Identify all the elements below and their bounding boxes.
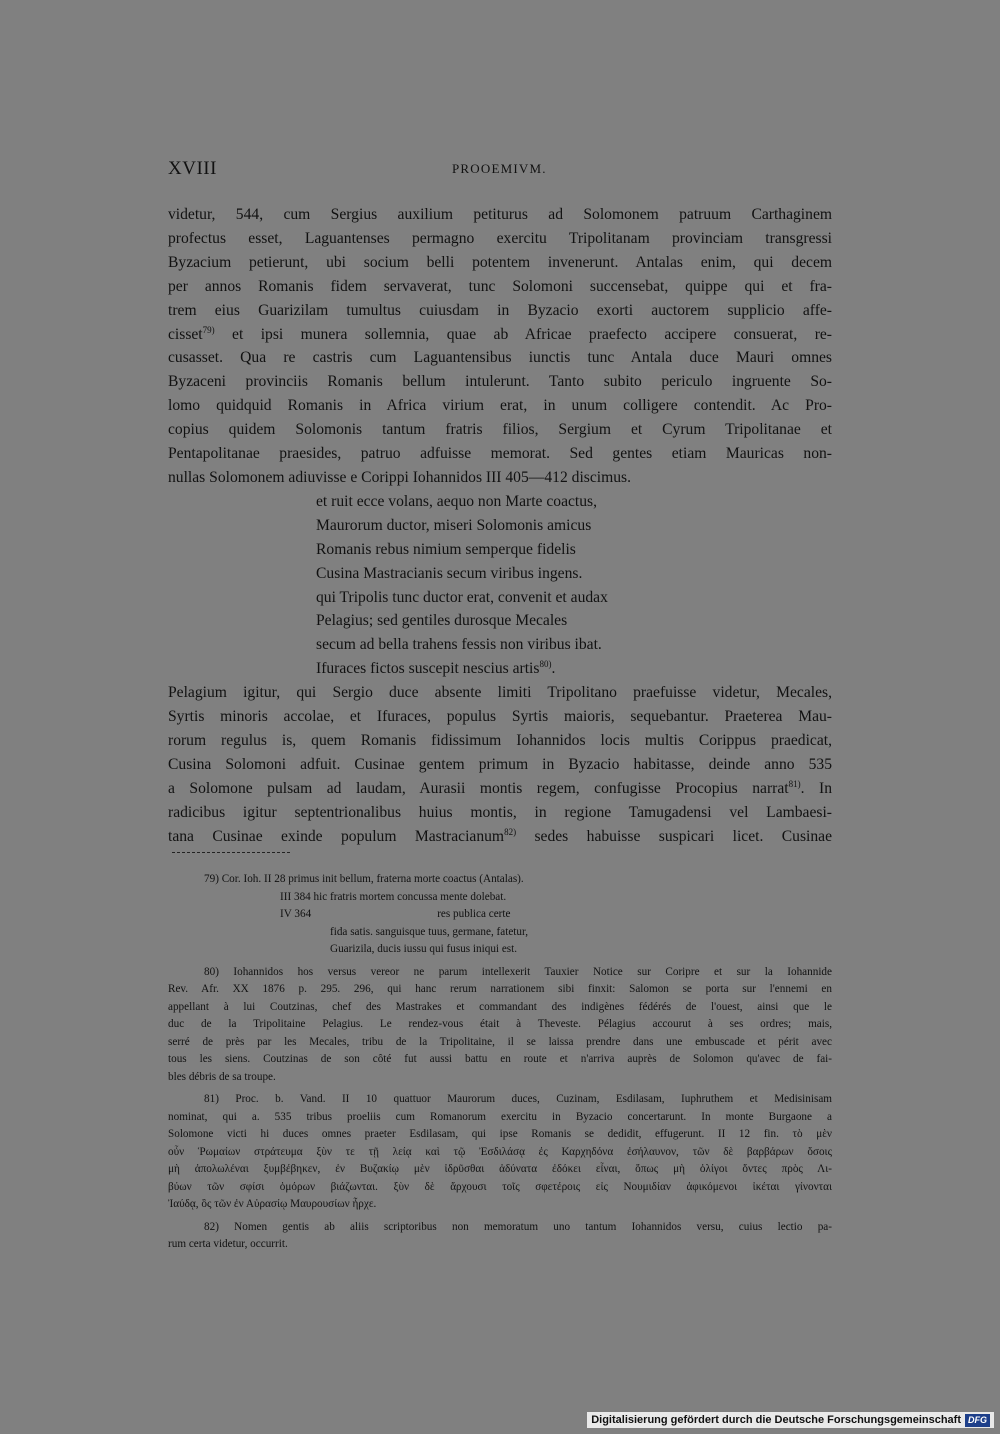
text-line: profectus esset, Laguantenses permagno exercitu Tripolitanam provinciam transgressi xyxy=(168,229,832,247)
footnote-divider xyxy=(172,852,290,854)
verse-line xyxy=(316,657,832,681)
verse-line: secum ad bella trahens fessis non viribus ibat. xyxy=(316,636,602,654)
text-line: lomo quidquid Romanis in Africa virium erat, in unum colligere contendit. Ac Pro- xyxy=(168,397,832,415)
footnote-line: οὖν Ῥωμαίων στράτευμα ξὺν τε τῇ λείᾳ καὶ τῷ Ἐσδιλάσᾳ ἐς Καρχηδόνα ἐσήλαυνον, τῶν δὲ βαρβάρων ὅσοις xyxy=(168,1145,832,1158)
footnote-line: Rev. Afr. XX 1876 p. 295. 296, qui hanc rerum narrationem sibi finxit: Salomon se porta sur l'ennemi en xyxy=(168,983,832,995)
verse-line: qui Tripolis tunc ductor erat, convenit et audax xyxy=(316,588,608,606)
text-line: Byzacium petierunt, ubi socium belli potentem invenerunt. Antalas enim, qui decem xyxy=(168,253,832,271)
text-fragment: IV 364 xyxy=(280,908,312,920)
footnote-line: III 384 hic fratris mortem concussa mente dolebat. xyxy=(280,890,507,903)
footnote-line: tous les siens. Coutzinas de son côté fut aussi battu en route et n'arriva auprès de Solomon qu'avec de fai- xyxy=(168,1053,832,1065)
text-fragment: et ipsi munera sollemnia, quae ab Africae praefecto accipere consuerat, re- xyxy=(214,325,832,343)
page-number: XVIII xyxy=(168,158,217,179)
footnote-80 xyxy=(168,964,832,1087)
page-header xyxy=(168,158,828,182)
footnote-line: serré de près par les Mecales, tribu de la Tripolitaine, il se laissa prendre dans une embuscade et périt avec xyxy=(168,1035,832,1048)
verse-line: Maurorum ductor, miseri Solomonis amicus xyxy=(316,516,592,534)
text-line: cusasset. Qua re castris cum Laguantensibus iunctis tunc Antala duce Mauri omnes xyxy=(168,349,832,367)
text-line: nullas Solomonem adiuvisse e Corippi Iohannidos III 405—412 discimus. xyxy=(168,468,632,486)
verse-quotation xyxy=(168,490,832,681)
text-fragment: tana Cusinae exinde populum Mastracianum xyxy=(168,827,505,845)
footnote-line: 82) Nomen gentis ab aliis scriptoribus non memoratum uno tantum Iohannidos versu, cuius lectio pa- xyxy=(204,1220,832,1233)
text-fragment: cisset xyxy=(168,325,203,343)
text-line: radicibus igitur septentrionalibus huius montis, in regione Tamugadensi vel Lambaesi- xyxy=(168,803,832,821)
text-line xyxy=(168,825,832,849)
footnote-ref-80[interactable]: 80) xyxy=(539,659,552,670)
footnote-line: duc de la Tripolitaine Pelagius. Le rendez-vous était à Theveste. Pélagius accourut à ses ordres; mais, xyxy=(168,1018,832,1030)
running-title: PROOEMIVM. xyxy=(452,161,547,176)
footnote-82 xyxy=(168,1219,832,1254)
dfg-banner xyxy=(587,1412,994,1428)
footnote-line: rum certa videtur, occurrit. xyxy=(168,1238,288,1250)
verse-line: Romanis rebus nimium semperque fidelis xyxy=(316,540,576,558)
text-fragment: res publica certe xyxy=(437,908,511,920)
text-line: Cusina Solomoni adfuit. Cusinae gentem primum in Byzacio habitasse, deinde anno 535 xyxy=(168,755,832,773)
text-fragment: . xyxy=(551,660,556,678)
footnote-line: βύων τῶν σφίσι ὁμόρων βιάζωνται. ξὺν δὲ ἄρχουσι τοῖς σφετέροις εἰς Νουμιδίαν ἀφικόμενοι ἱκέται γίνονται xyxy=(168,1180,832,1193)
footnote-ref-79[interactable]: 79) xyxy=(202,324,215,335)
text-fragment: a Solomone pulsam ad laudam, Aurasii montis regem, confugisse Procopius narrat xyxy=(168,779,789,797)
footnote-line xyxy=(168,906,832,924)
footnote-line: fida satis. sanguisque tuus, germane, fatetur, xyxy=(330,925,529,938)
text-line: videtur, 544, cum Sergius auxilium petiturus ad Solomonem patruum Carthaginem xyxy=(168,206,832,223)
footnote-line: nominat, qui a. 535 tribus proeliis cum Romanorum exercitu in Byzacio concertarunt. In monte Burgaone a xyxy=(168,1110,832,1123)
footnote-ref-82[interactable]: 82) xyxy=(504,826,517,837)
footnote-ref-81[interactable]: 81) xyxy=(788,778,801,789)
footnote-line: Ἰαύδᾳ, ὃς τῶν ἐν Αὐρασίῳ Μαυρουσίων ἦρχε. xyxy=(168,1198,377,1210)
text-line xyxy=(168,777,832,801)
footnote-81 xyxy=(168,1091,832,1214)
footnote-line: Guarizila, ducis iussu qui fusus iniqui est. xyxy=(330,943,518,955)
footnotes xyxy=(168,871,832,1254)
text-line: Pelagium igitur, qui Sergio duce absente limiti Tripolitano praefuisse videtur, Mecales, xyxy=(168,684,832,702)
banner-text: Digitalisierung gefördert durch die Deutsche Forschungsgemeinschaft xyxy=(591,1414,961,1426)
text-line: trem eius Guarizilam tumultus cuiusdam in Byzacio exorti auctorem supplicio affe- xyxy=(168,301,832,319)
verse-line: Cusina Mastracianis secum viribus ingens. xyxy=(316,564,583,582)
text-line: per annos Romanis fidem servaverat, tunc Solomoni succensebat, quippe qui et fra- xyxy=(168,277,832,295)
text-fragment: . In xyxy=(800,779,832,797)
text-line: Pentapolitanae praesides, patruo adfuisse memorat. Sed gentes etiam Mauricas non- xyxy=(168,445,832,463)
footnote-line: appellant à lui Coutzinas, chef des Mastrakes et commandant des indigènes fédérés de l'ouest, ainsi que le xyxy=(168,1000,832,1013)
text-line: Syrtis minoris accolae, et Ifuraces, populus Syrtis maioris, sequebantur. Praeterea Mau- xyxy=(168,708,832,726)
footnote-line: μὴ ἀπολωλέναι ξυμβέβηκεν, ἐν Βυζακίῳ μὲν ἱδρῦσθαι ἀδύνατα ἐδόκει εἶναι, ὅπως μὴ ὀλίγοι ὄντες πρὸς Λι- xyxy=(168,1163,832,1175)
footnote-line: 80) Iohannidos hos versus vereor ne parum intellexerit Tauxier Notice sur Coripre et sur la Iohannide xyxy=(204,965,832,978)
text-fragment: sedes habuisse suspicari licet. Cusinae xyxy=(516,827,832,845)
text-line: rorum regulus is, quem Romanis fidissimum Iohannidos locis multis Corippus praedicat, xyxy=(168,731,832,749)
footnote-line: 79) Cor. Ioh. II 28 primus init bellum, fraterna morte coactus (Antalas). xyxy=(204,873,524,885)
footnote-line: 81) Proc. b. Vand. II 10 quattuor Maurorum duces, Cuzinam, Esdilasam, Iuphruthem et Medisinisam xyxy=(204,1093,832,1105)
verse-line: et ruit ecce volans, aequo non Marte coactus, xyxy=(316,492,598,510)
verse-line: Pelagius; sed gentiles durosque Mecales xyxy=(316,612,568,630)
main-text xyxy=(168,203,832,848)
text-fragment: Ifuraces fictos suscepit nescius artis xyxy=(316,660,540,678)
footnote-79 xyxy=(168,871,832,959)
text-line: copius quidem Solomonis tantum fratris filios, Sergium et Cyrum Tripolitanae et xyxy=(168,421,832,439)
footnote-line: bles débris de sa troupe. xyxy=(168,1070,276,1083)
footnote-line: Solomone victi hi duces omnes praeter Esdilasam, qui ipse Romanis se dedidit, effugerunt. II 12 fin. τὸ μὲν xyxy=(168,1128,832,1140)
dfg-logo: DFG xyxy=(965,1414,990,1427)
text-line xyxy=(168,323,832,347)
text-line: Byzaceni provinciis Romanis bellum intulerunt. Tanto subito periculo ingruente So- xyxy=(168,373,832,391)
